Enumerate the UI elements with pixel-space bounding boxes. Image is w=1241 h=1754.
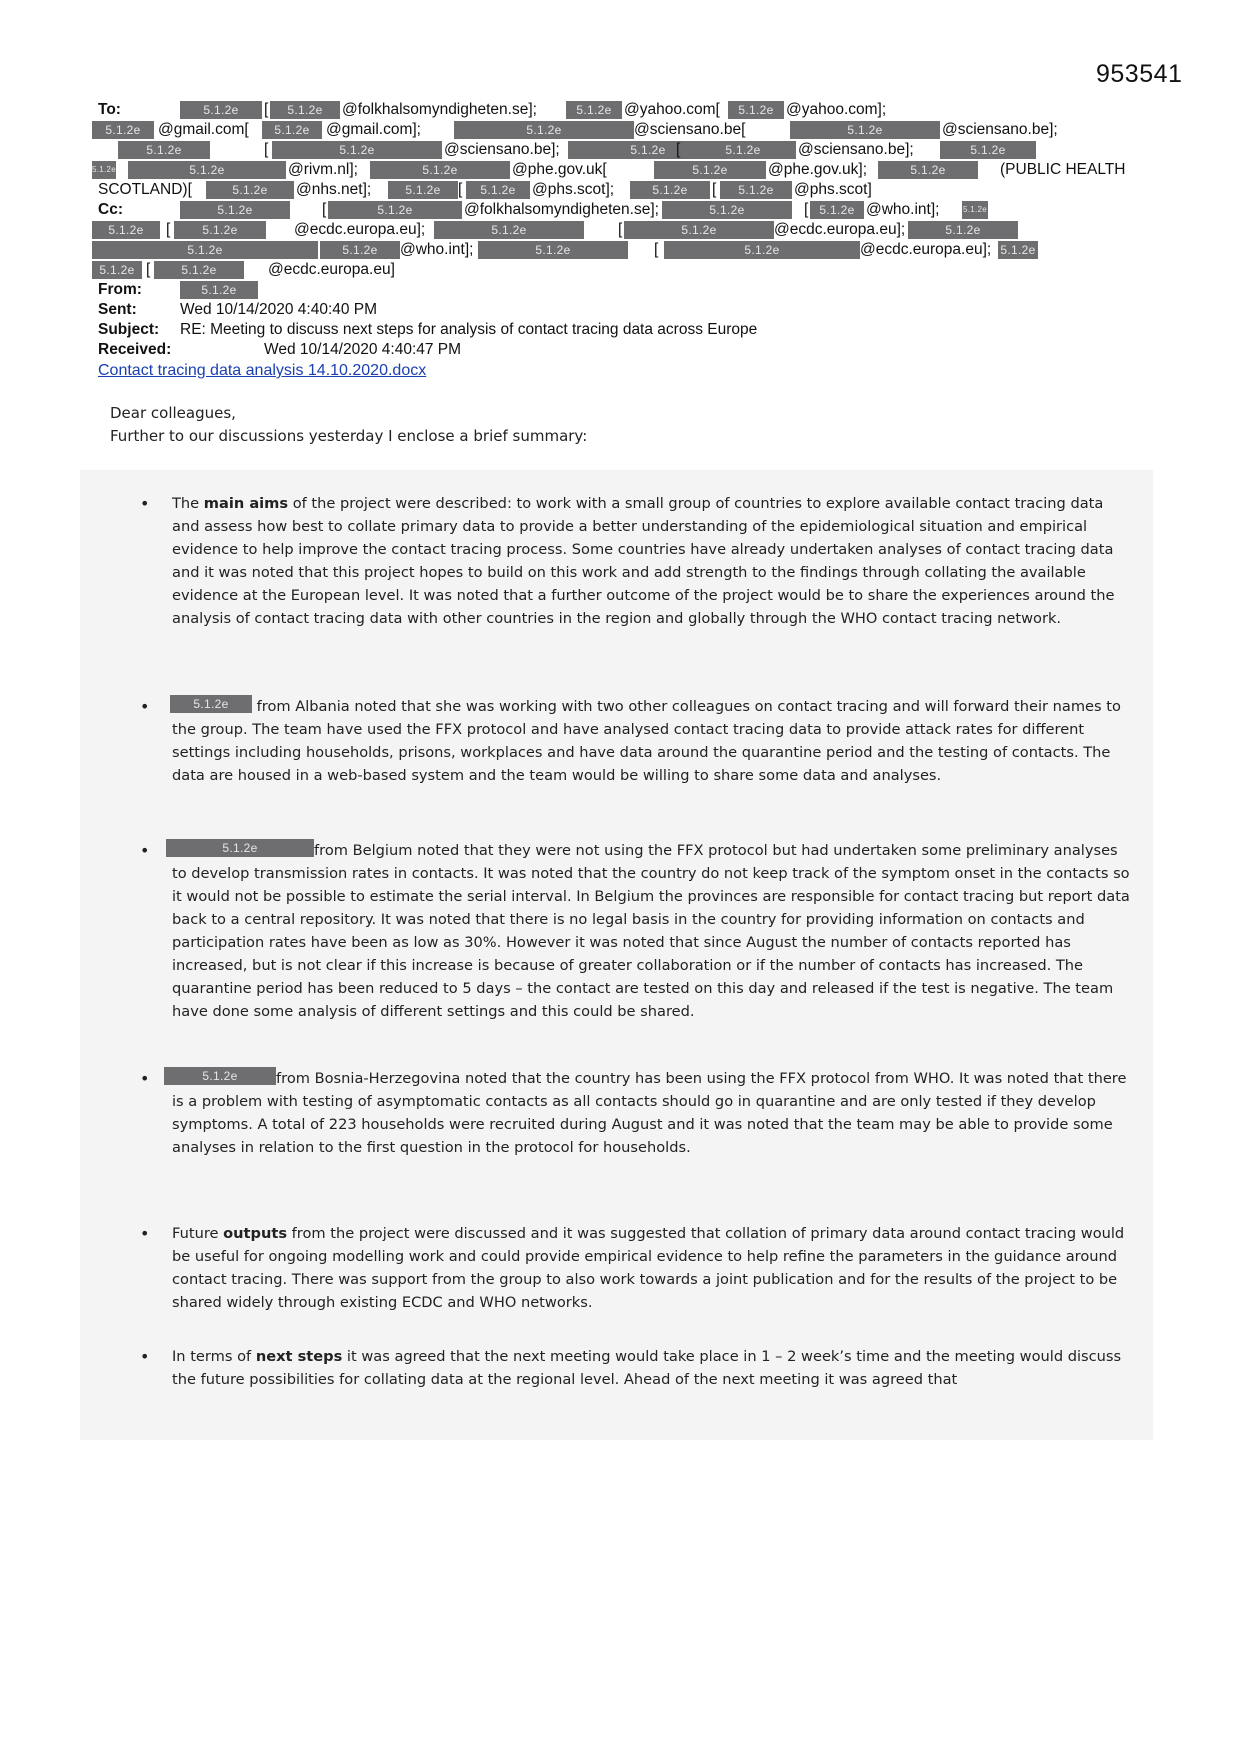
address: @gmail.com]; [326,121,421,138]
bullet-text [172,492,1132,630]
redaction: 5.1.2e [272,141,442,159]
bullet-text [172,839,1132,1023]
to-line-2 [98,120,1148,140]
redaction: 5.1.2e [270,101,340,119]
summary-panel [80,470,1153,1440]
received-value: Wed 10/14/2020 4:40:47 PM [264,341,462,358]
redaction: 5.1.2e [962,201,988,219]
redaction: 5.1.2e [328,201,462,219]
address: @who.int]; [866,201,940,218]
text-run: from the project were discussed and it was suggested that collation of primary data around contact tracing would be useful for ongoing modelling work and could provide empirical evidence to help refine the parameters in the guidance around contact tracing. There was support from the group to also work towards a joint publication and for the results of the project to be shared widely through existing ECDC and WHO networks. [172,1225,1125,1311]
text-run: In terms of [172,1348,256,1365]
redaction: 5.1.2e [180,101,262,119]
redaction: 5.1.2e [180,201,290,219]
bold-text: outputs [223,1225,288,1242]
address: @sciensano.be]; [444,141,560,158]
redaction: 5.1.2e [478,241,628,259]
bracket: [ [676,141,681,158]
from-line [98,280,1148,300]
bracket: [ [712,181,717,198]
redaction: 5.1.2e [262,121,322,139]
intro-text: Further to our discussions yesterday I enclose a brief summary: [110,427,588,445]
bold-text: main aims [203,495,289,512]
to-line-5 [98,180,1148,200]
cc-line-3 [98,240,1148,260]
bullet-dot: • [140,841,150,860]
address: (PUBLIC HEALTH [1000,161,1126,178]
from-label: From: [98,281,142,298]
sent-line [98,300,1148,320]
bracket: [ [618,221,623,238]
redaction: 5.1.2e [164,1067,276,1085]
bullet-text [172,1067,1132,1159]
bracket: [ [264,141,269,158]
redaction: 5.1.2e [720,181,792,199]
attachment-link[interactable]: Contact tracing data analysis 14.10.2020.docx [98,362,427,379]
address: @sciensano.be]; [798,141,914,158]
address: @phe.gov.uk]; [768,161,868,178]
cc-line-4 [98,260,1148,280]
bullet-text [172,695,1132,787]
document-number: 953541 [1096,60,1183,88]
redaction: 5.1.2e [662,201,792,219]
address: @sciensano.be[ [634,121,746,138]
address: @yahoo.com]; [786,101,887,118]
bracket: [ [166,221,171,238]
bold-text: next steps [255,1348,343,1365]
redaction: 5.1.2e [568,141,728,159]
redaction: 5.1.2e [998,241,1038,259]
redaction: 5.1.2e [566,101,622,119]
text-run: it was agreed that the next meeting would take place in 1 – 2 week’s time and the meeting would discuss the future possibilities for collating data at the regional level. Ahead of the next meeting it was agreed that [172,1348,1122,1388]
address: @folkhalsomyndigheten.se]; [342,101,537,118]
redaction: 5.1.2e [810,201,864,219]
address: @ecdc.europa.eu] [268,261,395,278]
bullet-dot: • [140,697,150,716]
bracket: [ [146,261,151,278]
redaction: 5.1.2e [170,695,252,713]
address: @folkhalsomyndigheten.se]; [464,201,659,218]
redaction: 5.1.2e [630,181,710,199]
address: @phs.scot] [794,181,872,198]
redaction: 5.1.2e [790,121,940,139]
address: @who.int]; [400,241,474,258]
redaction: 5.1.2e [690,141,796,159]
text-run: from Belgium noted that they were not using the FFX protocol but had undertaken some preliminary analyses to develop transmission rates in contacts. It was noted that the country do not keep track of the symptom onset in the contacts so it would not be possible to estimate the serial interval. In Belgium the provinces are responsible for contact tracing but report data back to a central repository. It was noted that there is no legal basis in the country for providing information on contacts and participation rates have been as low as 30%. However it was noted that since August the number of contacts reported has increased, but is not clear if this increase is because of greater collaboration or if the number of contacts has increased. The quarantine period has been reduced to 5 days – the contact are tested on this day and released if the test is negative. The team have done some analysis of different settings and this could be shared. [172,842,1130,1020]
redaction: 5.1.2e [92,121,154,139]
greeting: Dear colleagues, [110,404,236,422]
email-body [110,402,1150,448]
redaction: 5.1.2e [434,221,584,239]
text-run: of the project were described: to work with a small group of countries to explore available contact tracing data and assess how best to collate primary data to provide a better understanding of the epidemiological situation and empirical evidence to help improve the contact tracing process. Some countries have already undertaken analyses of contact tracing data and it was noted that this project hopes to build on this work and add strength to the findings through collating the available evidence at the European level. It was noted that a further outcome of the project would be to share the experiences around the analysis of contact tracing data with other countries in the region and globally through the WHO contact tracing network. [172,495,1115,627]
cc-label: Cc: [98,201,123,218]
redaction: 5.1.2e [728,101,784,119]
bullet-dot: • [140,1224,150,1243]
text-run: The [172,495,204,512]
text-run: from Bosnia-Herzegovina noted that the country has been using the FFX protocol from WHO. It was noted that there is a problem with testing of asymptomatic contacts as all contacts should go in quarantine and are only tested if they develop symptoms. A total of 223 households were recruited during August and it was noted that the team may be able to provide some analyses in relation to the first question in the protocol for households. [172,1070,1127,1156]
redaction: 5.1.2e [878,161,978,179]
subject-label: Subject: [98,321,160,338]
bracket: [ [264,101,269,118]
email-header [92,100,1148,360]
redaction: 5.1.2e [166,839,314,857]
address: @ecdc.europa.eu]; [774,221,906,238]
redaction: 5.1.2e [624,221,774,239]
redaction: 5.1.2e [654,161,766,179]
bracket: [ [654,241,659,258]
redaction: 5.1.2e [92,221,160,239]
text-run: from Albania noted that she was working with two other colleagues on contact tracing and will forward their names to the group. The team have used the FFX protocol and have analysed contact tracing data to provide attack rates for different settings including households, prisons, workplaces and have data around the quarantine period and the testing of contacts. The data are housed in a web-based system and the team would be willing to share some data and analyses. [172,698,1121,784]
address: @ecdc.europa.eu]; [294,221,426,238]
redaction: 5.1.2e [92,241,318,259]
to-line-3 [98,140,1148,160]
redaction: 5.1.2e [180,281,258,299]
address: @phs.scot]; [532,181,615,198]
address: @nhs.net]; [296,181,372,198]
redaction: 5.1.2e [92,161,116,179]
redaction: 5.1.2e [664,241,860,259]
bracket: [ [804,201,809,218]
cc-line-1 [98,200,1148,220]
text-run: Future [172,1225,224,1242]
sent-value: Wed 10/14/2020 4:40:40 PM [180,301,378,318]
redaction: 5.1.2e [174,221,266,239]
address: @phe.gov.uk[ [512,161,607,178]
redaction: 5.1.2e [128,161,286,179]
redaction: 5.1.2e [92,261,142,279]
cc-line-2 [98,220,1148,240]
address: @ecdc.europa.eu]; [860,241,992,258]
bracket: [ [458,181,463,198]
to-label: To: [98,101,121,118]
redaction: 5.1.2e [320,241,400,259]
address: SCOTLAND)[ [98,181,192,198]
bullet-text [172,1222,1132,1314]
bullet-dot: • [140,494,150,513]
bullet-dot: • [140,1347,150,1366]
address: @yahoo.com[ [624,101,720,118]
to-line-1 [98,100,1148,120]
to-line-4 [92,160,1148,180]
subject-line [98,320,1148,340]
redaction: 5.1.2e [908,221,1018,239]
redaction: 5.1.2e [206,181,294,199]
redaction: 5.1.2e [388,181,458,199]
address: @sciensano.be]; [942,121,1058,138]
redaction: 5.1.2e [370,161,510,179]
received-line [98,340,1148,360]
bullet-dot: • [140,1069,150,1088]
redaction: 5.1.2e [466,181,530,199]
received-label: Received: [98,341,172,358]
bullet-text [172,1345,1132,1391]
bracket: [ [322,201,327,218]
redaction: 5.1.2e [118,141,210,159]
redaction: 5.1.2e [940,141,1036,159]
address: @gmail.com[ [158,121,249,138]
address: @rivm.nl]; [288,161,358,178]
redaction: 5.1.2e [454,121,634,139]
subject-value: RE: Meeting to discuss next steps for analysis of contact tracing data across Europe [180,321,758,338]
sent-label: Sent: [98,301,137,318]
redaction: 5.1.2e [154,261,244,279]
